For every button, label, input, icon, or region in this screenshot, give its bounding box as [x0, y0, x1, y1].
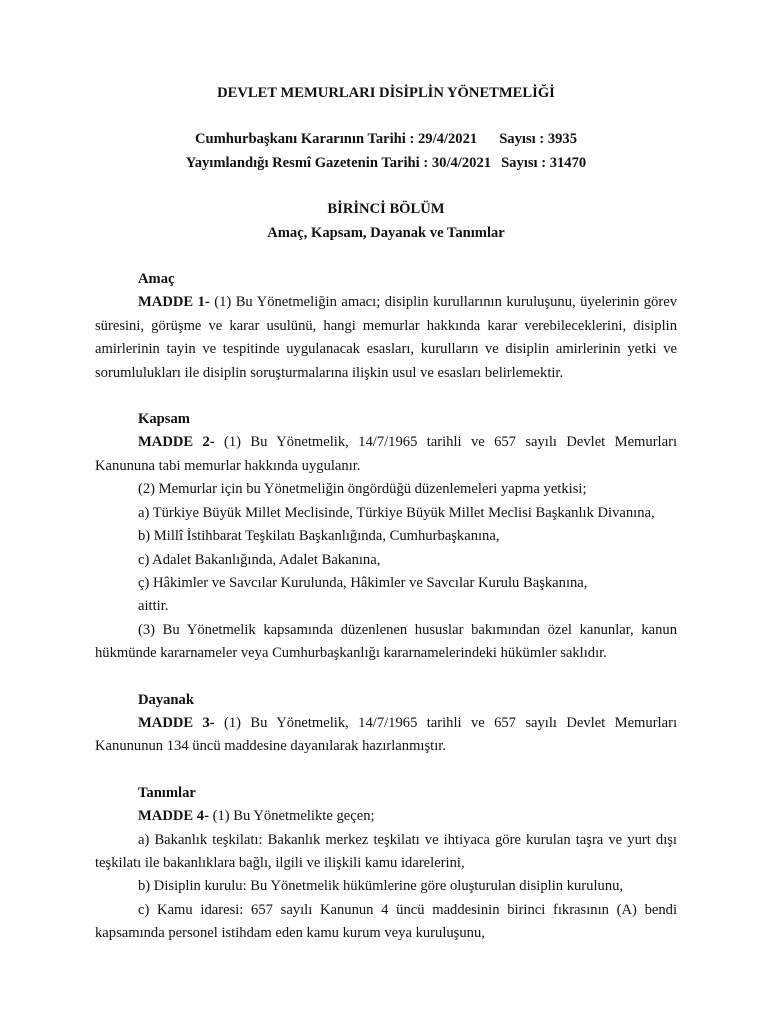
article-2-item-b: b) Millî İstihbarat Teşkilatı Başkanlığında, Cumhurbaşkanına,	[138, 528, 500, 545]
article-2-para-3: (3) Bu Yönetmelik kapsamında düzenlenen hususlar bakımından özel kanunlar, kanun hükmünde kararnameler veya Cumhurbaşkanlığı kararnamelerindeki hükümler saklıdır.	[95, 621, 677, 662]
article-4-label: MADDE 4-	[138, 808, 209, 825]
article-3	[95, 712, 677, 759]
gazette-number: Sayısı : 31470	[501, 154, 587, 171]
article-4-text: (1) Bu Yönetmelikte geçen;	[208, 808, 375, 825]
article-4-item-b: b) Disiplin kurulu: Bu Yönetmelik hükümlerine göre oluşturulan disiplin kurulunu,	[138, 878, 624, 895]
decree-info-line	[95, 128, 677, 151]
article-2	[95, 431, 677, 478]
article-4	[95, 805, 677, 828]
decree-date: Cumhurbaşkanı Kararının Tarihi : 29/4/2021	[194, 131, 478, 148]
article-2-text: (1) Bu Yönetmelik, 14/7/1965 tarihli ve 657 sayılı Devlet Memurları Kanununa tabi memurlar hakkında uygulanır.	[95, 434, 677, 474]
section-heading-dayanak: Dayanak	[138, 691, 194, 708]
part-title: BİRİNCİ BÖLÜM	[327, 201, 445, 218]
article-2-para-2: (2) Memurlar için bu Yönetmeliğin öngördüğü düzenlemeleri yapma yetkisi;	[138, 481, 587, 498]
gazette-date: Yayımlandığı Resmî Gazetenin Tarihi : 30/4/2021	[185, 154, 492, 171]
section-heading-tanimlar: Tanımlar	[138, 784, 196, 801]
part-subtitle: Amaç, Kapsam, Dayanak ve Tanımlar	[267, 224, 505, 241]
article-3-text: (1) Bu Yönetmelik, 14/7/1965 tarihli ve 657 sayılı Devlet Memurları Kanununun 134 üncü maddesine dayanılarak hazırlanmıştır.	[95, 714, 677, 755]
article-1	[95, 291, 677, 385]
document-title: DEVLET MEMURLARI DİSİPLİN YÖNETMELİĞİ	[217, 85, 555, 101]
article-2-item-a: a) Türkiye Büyük Millet Meclisinde, Türkiye Büyük Millet Meclisi Başkanlık Divanına,	[138, 504, 655, 521]
article-4-item-c: c) Kamu idaresi: 657 sayılı Kanunun 4 üncü maddesinin birinci fıkrasının (A) bendi kapsamında personel istihdam eden kamu kurum veya kuruluşunu,	[95, 901, 677, 942]
article-2-aittir: aittir.	[138, 598, 169, 615]
article-1-label: MADDE 1-	[138, 294, 210, 311]
section-heading-kapsam: Kapsam	[138, 411, 190, 428]
section-heading-amac: Amaç	[138, 271, 175, 288]
article-2-item-c: c) Adalet Bakanlığında, Adalet Bakanına,	[138, 551, 381, 568]
article-2-item-cc: ç) Hâkimler ve Savcılar Kurulunda, Hâkimler ve Savcılar Kurulu Başkanına,	[138, 574, 588, 591]
gazette-info-line	[95, 152, 677, 175]
article-4-item-a: a) Bakanlık teşkilatı: Bakanlık merkez teşkilatı ve ihtiyaca göre kurulan taşra ve yurt dışı teşkilatı ile bakanlıklara bağlı, ilgili ve ilişkili kamu idarelerini,	[95, 831, 677, 871]
article-3-label: MADDE 3-	[138, 714, 215, 731]
document-content	[95, 82, 677, 946]
article-1-text: (1) Bu Yönetmeliğin amacı; disiplin kurullarının kuruluşunu, üyelerinin görev süresini, görüşme ve karar usulünü, hangi memurlar hakkında karar verebileceklerini, disiplin amirlerinin tayin ve tespitinde uygulanacak esasları, kurulların ve disiplin amirlerinin yetki ve sorumlulukları ile disiplin soruşturmalarına ilişkin usul ve esasları belirlemektir.	[95, 294, 677, 381]
decree-number: Sayısı : 3935	[499, 131, 578, 148]
article-2-label: MADDE 2-	[138, 434, 215, 451]
